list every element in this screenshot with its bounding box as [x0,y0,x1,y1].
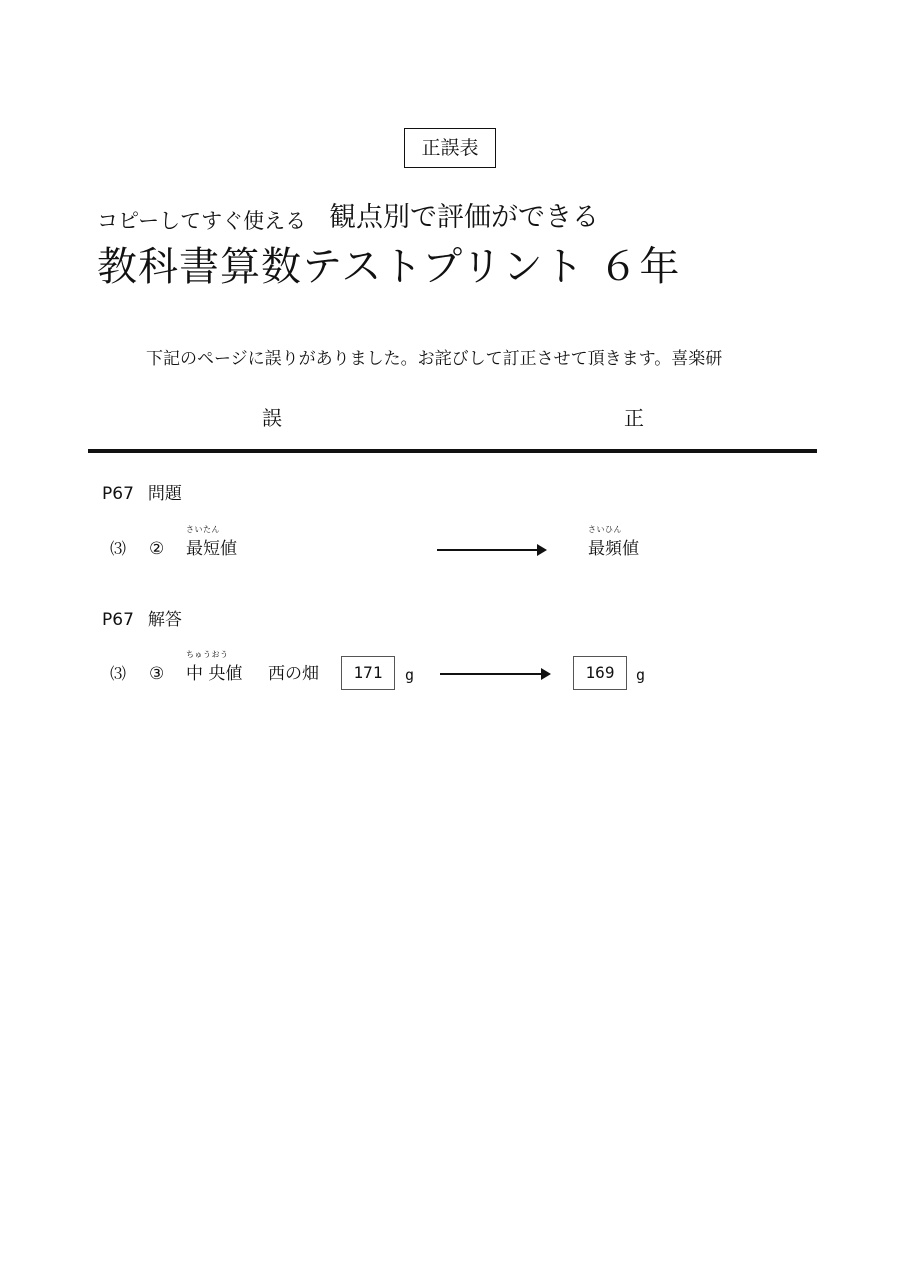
unit-label: g [405,666,415,684]
section-heading-problem [102,482,182,506]
right-value-box: 169 [573,656,627,690]
wrong-term: さいたん 最短値 [186,525,237,559]
page-title: 教科書算数テストプリント ６年 [97,244,681,290]
column-header-right: 正 [624,406,644,430]
section-heading-answer [102,608,182,632]
place-label: 西の畑 [268,664,319,684]
item-sub-number: ③ [149,664,165,684]
ruby-word: さいひん 最頻 [588,525,622,559]
page-number: P67 [102,610,134,630]
wrong-value-box: 171 [341,656,395,690]
term: ちゅうおう 中 央値 [186,650,243,684]
right-term: さいひん 最頻値 [588,525,639,559]
item-number: ⑶ [110,664,127,683]
column-header-wrong: 誤 [262,406,282,430]
ruby-reading: ちゅうおう [186,650,229,659]
ruby-reading: さいたん [186,525,220,534]
item-number: ⑶ [110,539,127,558]
item-sub-number: ② [149,539,165,559]
subtitle-large: 観点別で評価ができる [329,202,599,233]
ruby-word: ちゅうおう 中 央 [186,650,229,684]
section-title: 解答 [147,610,182,630]
divider-rule [88,449,817,453]
arrow-icon [437,549,545,551]
arrow-icon [440,673,549,675]
subtitle-small: コピーしてすぐ使える [97,209,307,233]
unit-label: g [636,666,646,684]
page-number: P67 [102,484,134,504]
ruby-reading: さいひん [588,525,622,534]
notice-text: 下記のページに誤りがありました。お詫びして訂正させて頂きます。喜楽研 [146,349,723,369]
errata-label: 正誤表 [404,128,496,168]
section-title: 問題 [147,484,182,504]
ruby-word: さいたん 最短 [186,525,220,559]
